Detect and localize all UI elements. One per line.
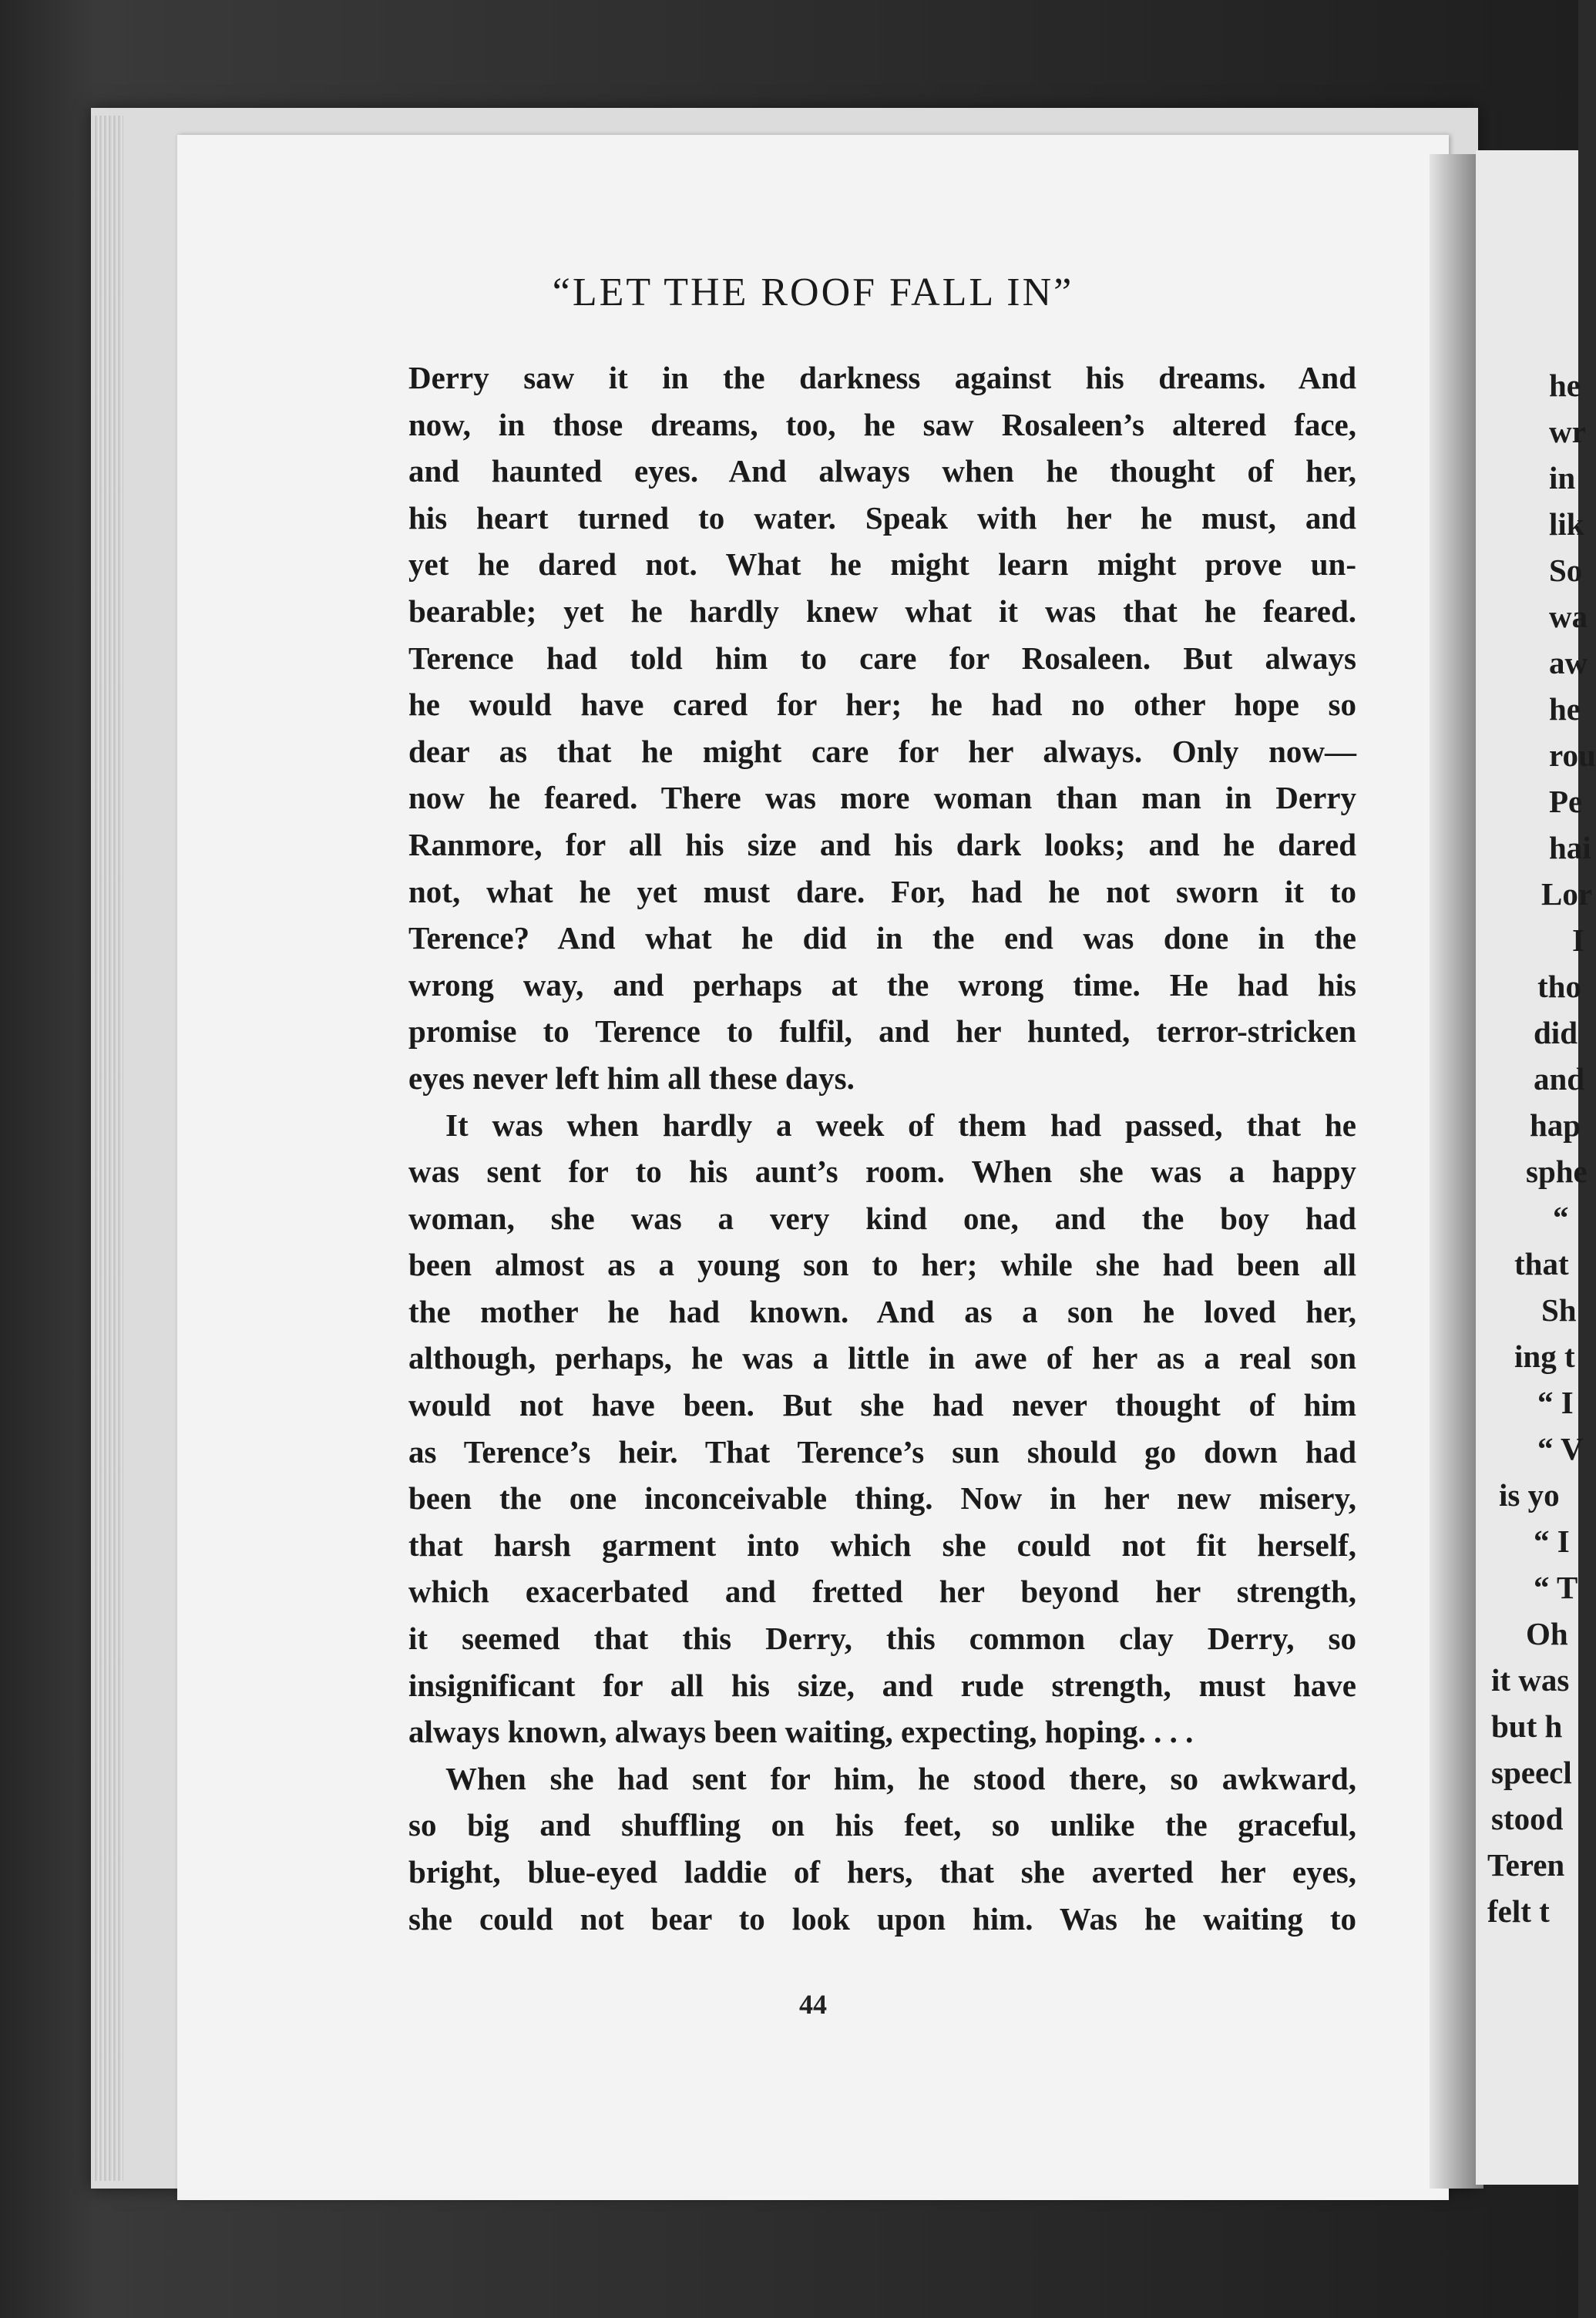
right-text-fragment: Pe [1549,784,1583,819]
text-line: now he feared. There was more woman than man in Derry [408,780,1356,816]
text-line: been the one inconceivable thing. Now in her new misery, [408,1480,1356,1517]
text-line: dear as that he might care for her always. Only now— [408,733,1356,769]
text-line: bright, blue-eyed laddie of hers, that she averted her eyes, [408,1854,1356,1890]
right-text-fragment: rou [1549,737,1596,773]
text-line: bearable; yet he hardly knew what it was that he feared. [408,593,1356,629]
text-line: Derry saw it in the darkness against his dreams. And [408,360,1356,395]
text-line: now, in those dreams, too, he saw Rosaleen’s altered face, [408,406,1356,442]
right-text-fragment: and [1534,1061,1585,1097]
right-text-fragment: ing t [1514,1339,1575,1374]
text-line: promise to Terence to fulfil, and her hunted, terror-stricken [408,1013,1356,1050]
text-line: woman, she was a very kind one, and the boy had [408,1200,1356,1236]
right-text-fragment: stood [1491,1801,1564,1836]
text-line: Ranmore, for all his size and his dark looks; and he dared [408,826,1356,862]
right-text-fragment: sphe [1526,1154,1588,1189]
text-line: it seemed that this Derry, this common clay Derry, so [408,1621,1356,1657]
right-text-fragment: “ I [1537,1385,1574,1420]
right-text-fragment: but h [1491,1708,1563,1744]
right-text-fragment: “ T [1534,1570,1578,1605]
text-line: so big and shuffling on his feet, so unlike the graceful, [408,1807,1356,1843]
text-line: was sent for to his aunt’s room. When she was a happy [408,1154,1356,1190]
right-text-fragment: hai [1549,830,1591,865]
text-line: although, perhaps, he was a little in awe of her as a real son [408,1340,1356,1376]
right-text-fragment: it was [1491,1662,1570,1698]
right-text-fragment: Lor [1541,876,1593,912]
page-edges [92,116,123,2181]
text-line: When she had sent for him, he stood there, so awkward, [445,1760,1356,1796]
text-line: been almost as a young son to her; while she had been all [408,1247,1356,1283]
right-text-fragment: did [1534,1015,1578,1050]
right-text-fragment: he [1549,691,1581,727]
text-line: the mother he had known. And as a son he loved her, [408,1293,1356,1329]
running-head: “LET THE ROOF FALL IN” [552,270,1074,314]
text-line: not, what he yet must dare. For, had he not sworn it to [408,873,1356,909]
right-text-fragment: “ I [1534,1523,1570,1559]
right-text-fragment: hap [1530,1107,1581,1143]
right-text-fragment: felt t [1487,1893,1550,1929]
text-line: wrong way, and perhaps at the wrong time. He had his [408,966,1356,1003]
right-text-fragment: Teren [1487,1847,1565,1883]
right-text-fragment: I [1572,922,1584,958]
text-line: his heart turned to water. Speak with her he must, and [408,499,1356,536]
right-page-fragment [1476,150,1596,2185]
text-line: would not have been. But she had never thought of him [408,1387,1356,1423]
text-line: always known, always been waiting, expecting, hoping. . . . [408,1714,1194,1750]
right-text-fragment: So [1549,553,1583,588]
right-text-fragment: aw [1549,645,1588,680]
right-text-fragment: he [1549,368,1581,403]
text-line: Terence? And what he did in the end was done in the [408,920,1356,956]
right-text-fragment: wr [1549,414,1586,449]
text-line: and haunted eyes. And always when he thought of her, [408,453,1356,489]
right-text-fragment: Oh [1526,1616,1568,1651]
right-text-fragment: wa [1549,599,1588,634]
text-line: which exacerbated and fretted her beyond her strength, [408,1574,1356,1610]
page-number: 44 [799,1989,827,2020]
right-text-fragment: “ [1553,1200,1569,1235]
text-line: eyes never left him all these days. [408,1060,855,1096]
right-text-fragment: speecl [1491,1755,1572,1790]
text-line: that harsh garment into which she could not fit herself, [408,1527,1356,1563]
text-line: insignificant for all his size, and rude strength, must have [408,1667,1356,1703]
right-text-fragment: “ V [1537,1431,1584,1466]
text-line: yet he dared not. What he might learn might prove un- [408,546,1356,583]
right-text-fragment: is yo [1499,1477,1560,1513]
text-line: Terence had told him to care for Rosaleen. But always [408,640,1356,676]
right-text-fragment: tho [1537,969,1581,1004]
text-line: as Terence’s heir. That Terence’s sun should go down had [408,1433,1356,1470]
right-text-fragment: that [1514,1246,1569,1282]
text-line: she could not bear to look upon him. Was he waiting to [408,1900,1356,1937]
text-line: It was when hardly a week of them had passed, that he [445,1107,1356,1143]
right-text-fragment: Sh [1541,1292,1577,1328]
body-text [408,354,1356,1942]
text-line: he would have cared for her; he had no other hope so [408,687,1356,723]
right-text-fragment: in [1549,460,1576,496]
right-text-fragment: lik [1549,506,1584,542]
